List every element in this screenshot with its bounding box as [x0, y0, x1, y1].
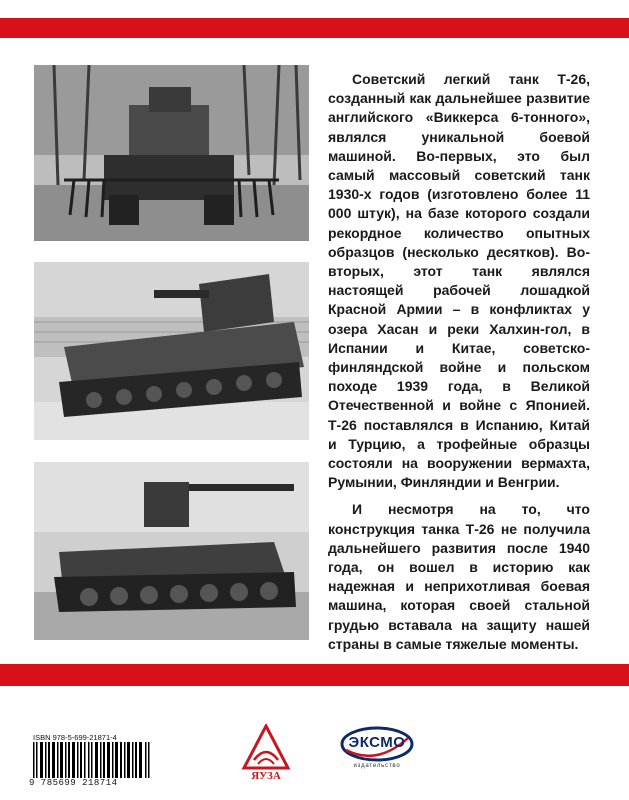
eksmo-logo: [340, 726, 414, 784]
top-red-stripe: [0, 18, 629, 38]
back-cover-text: [328, 70, 590, 662]
paragraph-description: Советский легкий танк Т-26, созданный как дальнейшее развитие английского «Виккерса 6-тонного», являлся уникальной боевой машиной. Во-первых, это был самый массовый советский танк 1930-х годов (изготовлено более 11 000 штук), на базе которого создали рекордное количество опытных образцов (несколько десятков). Во-вторых, этот танк являлся настоящей рабочей лошадкой Красной Армии – в конфликтах у озера Хасан и реки Халхин-гол, в Испании и Китае, советско-финляндской войне и польском походе 1939 года, в Великой Отечественной и войне с Японией. Т-26 поставлялся в Испанию, Китай и Турцию, а трофейные образцы состояли на вооружении вермахта, Румынии, Финляндии и Венгрии.: [328, 71, 590, 491]
photo-tank-mine-trawl: [34, 65, 309, 241]
bottom-red-stripe: [0, 664, 629, 686]
yuza-logo-text: ЯУЗА: [251, 770, 281, 782]
eksmo-logo-subtitle: издательство: [353, 763, 401, 769]
eksmo-logo-name: ЭКСМО: [348, 734, 406, 751]
paragraph-conclusion: И несмотря на то, что конструкция танка Т-26 не получила дальнейшего развития после 1940 года, он вошел в историю как надежная и неприхотливая боевая машина, которая своей стальной грудью вставала на защиту нашей страны в самые тяжелые моменты.: [328, 501, 590, 652]
photo-tank-spg: [34, 262, 309, 440]
barcode-digits: 9 785699 218714: [29, 778, 153, 788]
yuza-emblem-icon: [240, 724, 292, 772]
isbn-label: ISBN 978-5-699-21871-4: [33, 733, 117, 742]
yuza-logo: [240, 724, 292, 788]
photo-tank-artillery: [34, 462, 309, 640]
